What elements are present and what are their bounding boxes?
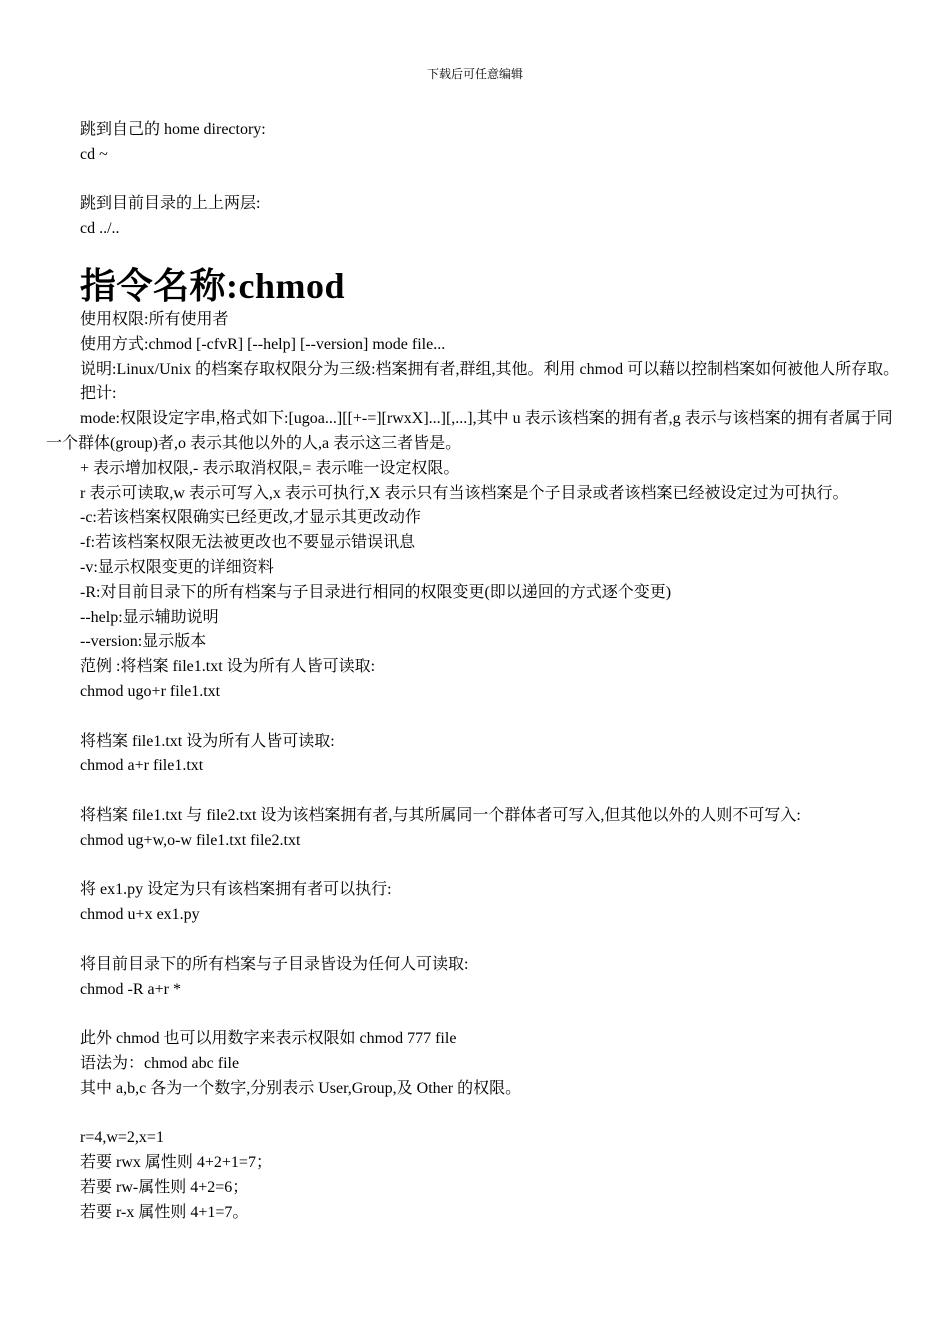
text-line: + 表示增加权限,- 表示取消权限,= 表示唯一设定权限。: [80, 459, 460, 477]
text-line: mode:权限设定字串,格式如下:[ugoa...][[+-=][rwxX]...][,...],其中 u 表示该档案的拥有者,g 表示与该档案的拥有者属于同一个群体(group)者,o 表示其他以外的人,a 表示这三者皆是。: [46, 410, 893, 452]
blank-line: [46, 1002, 908, 1027]
text-line: 说明:Linux/Unix 的档案存取权限分为三级:档案拥有者,群组,其他。利用 chmod 可以藉以控制档案如何被他人所存取。: [80, 360, 900, 378]
text-line: 将档案 file1.txt 设为所有人皆可读取:: [80, 732, 335, 750]
text-line: 使用权限:所有使用者: [80, 310, 229, 328]
text-line: 若要 r-x 属性则 4+1=7。: [80, 1203, 249, 1221]
text-line: --version:显示版本: [80, 633, 207, 651]
text-line: chmod u+x ex1.py: [80, 906, 200, 924]
text-line: chmod ugo+r file1.txt: [80, 682, 221, 700]
text-line: r 表示可读取,w 表示可写入,x 表示可执行,X 表示只有当该档案是个子目录或者该档案已经被设定过为可执行。: [80, 484, 849, 502]
section-cd-examples: [46, 118, 908, 242]
text-line: 跳到目前目录的上上两层:: [80, 195, 261, 213]
blank-line: [46, 779, 908, 804]
page-header: 下载后可任意编辑: [426, 67, 523, 81]
text-line: -v:显示权限变更的详细资料: [80, 558, 274, 576]
text-line: 若要 rw-属性则 4+2=6；: [80, 1178, 249, 1196]
text-line: r=4,w=2,x=1: [80, 1129, 164, 1147]
text-line: 其中 a,b,c 各为一个数字,分别表示 User,Group,及 Other 的权限。: [80, 1079, 522, 1097]
text-line: chmod a+r file1.txt: [80, 757, 204, 775]
text-line: -f:若该档案权限无法被更改也不要显示错误讯息: [80, 534, 416, 552]
section-title: 指令名称:chmod: [80, 265, 345, 306]
text-line: 使用方式:chmod [-cfvR] [--help] [--version] mode file...: [80, 335, 446, 353]
text-line: 范例 :将档案 file1.txt 设为所有人皆可读取:: [80, 658, 376, 676]
text-line: 将档案 file1.txt 与 file2.txt 设为该档案拥有者,与其所属同一个群体者可写入,但其他以外的人则不可写入:: [80, 806, 801, 824]
text-line: -R:对目前目录下的所有档案与子目录进行相同的权限变更(即以递回的方式逐个变更): [80, 583, 672, 601]
blank-line: [46, 854, 908, 879]
section-chmod-body: [46, 308, 908, 1225]
text-line: --help:显示辅助说明: [80, 608, 219, 626]
blank-line: [46, 928, 908, 953]
text-line: 把计:: [80, 385, 117, 403]
text-line: cd ~: [80, 145, 108, 163]
text-line: -c:若该档案权限确实已经更改,才显示其更改动作: [80, 509, 421, 527]
blank-line: [46, 168, 908, 193]
blank-line: [46, 1101, 908, 1126]
blank-line: [46, 705, 908, 730]
text-line: 若要 rwx 属性则 4+2+1=7；: [80, 1154, 272, 1172]
text-line: cd ../..: [80, 220, 120, 238]
text-line: 跳到自己的 home directory:: [80, 121, 266, 138]
text-line: chmod -R a+r *: [80, 980, 181, 998]
text-line: 此外 chmod 也可以用数字来表示权限如 chmod 777 file: [80, 1030, 457, 1048]
document-body: [46, 118, 908, 1225]
text-line: 将目前目录下的所有档案与子目录皆设为任何人可读取:: [80, 955, 469, 973]
text-line: chmod ug+w,o-w file1.txt file2.txt: [80, 831, 301, 849]
text-line: 将 ex1.py 设定为只有该档案拥有者可以执行:: [80, 881, 392, 899]
text-line: 语法为：chmod abc file: [80, 1054, 240, 1072]
